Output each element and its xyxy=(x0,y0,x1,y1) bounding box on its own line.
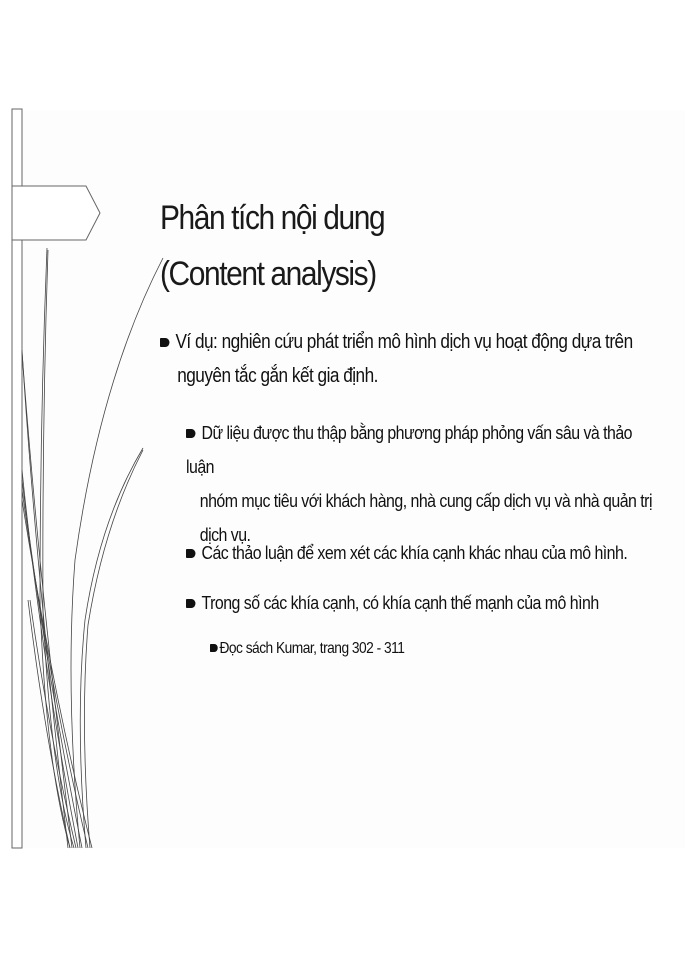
bullet-level2-data-collection: Dữ liệu được thu thập bằng phương pháp phỏng vấn sâu và thảo luận nhóm mục tiêu với khách hàng, nhà cung cấp dịch vụ và nhà quản trị dịch vụ. xyxy=(186,422,652,545)
square-bullet-icon xyxy=(186,549,195,558)
square-bullet-icon xyxy=(186,429,195,438)
title-line-2: (Content analysis) xyxy=(160,255,376,293)
bullet-level3-reading: Đọc sách Kumar, trang 302 - 311 xyxy=(210,632,404,666)
square-bullet-icon xyxy=(186,599,195,608)
square-bullet-icon xyxy=(210,644,218,652)
bullet-level2-aspects: Trong số các khía cạnh, có khía cạnh thế mạnh của mô hình xyxy=(186,586,663,620)
title-line-1: Phân tích nội dung xyxy=(160,199,385,237)
bullet-level2-discussions: Các thảo luận để xem xét các khía cạnh khác nhau của mô hình. xyxy=(186,536,663,570)
bullet-level1-example: Ví dụ: nghiên cứu phát triển mô hình dịch vụ hoạt động dựa trên nguyên tắc gắn kết gia định. xyxy=(160,325,642,393)
slide-title xyxy=(160,190,384,302)
square-bullet-icon xyxy=(160,338,169,347)
